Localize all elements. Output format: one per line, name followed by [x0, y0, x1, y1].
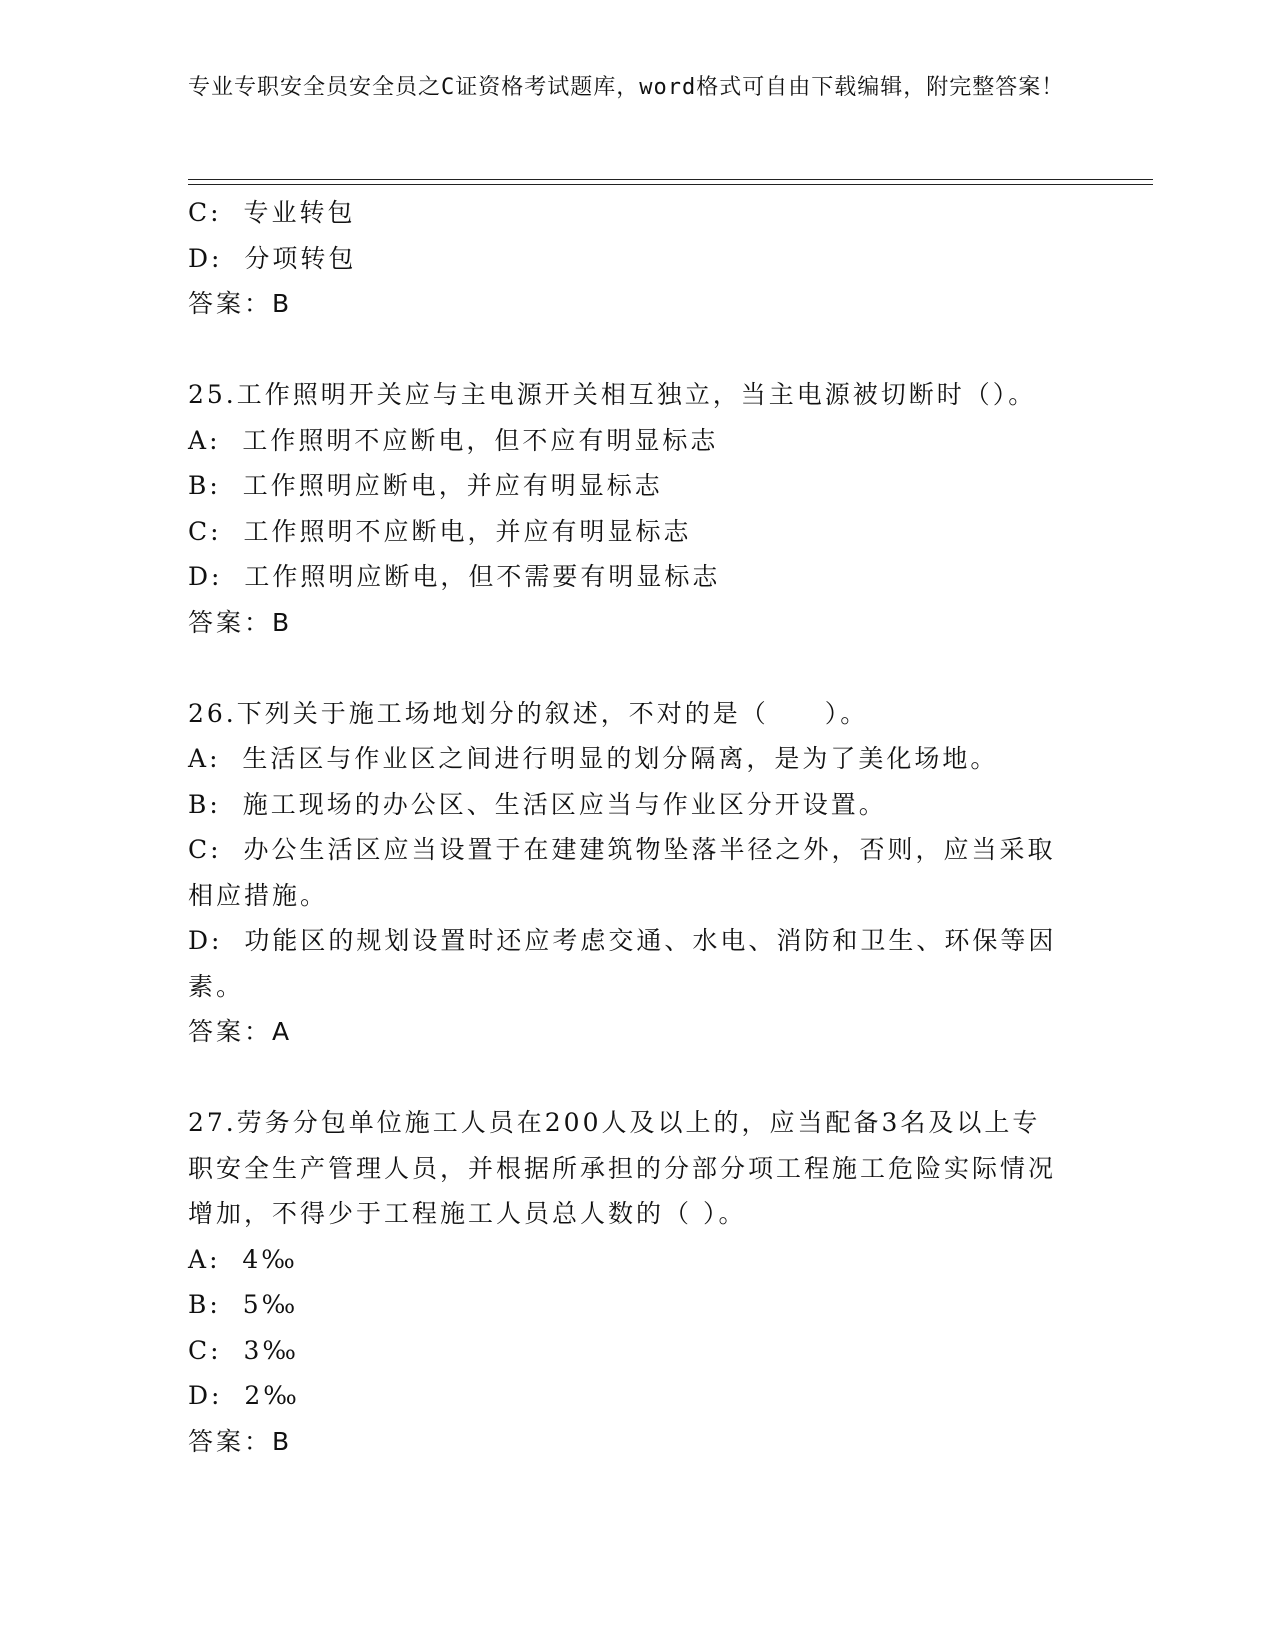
header-divider-top — [188, 179, 1153, 180]
option-label: A — [188, 1244, 210, 1274]
option-text: 分项转包 — [244, 243, 357, 273]
question-text: 工作照明开关应与主电源开关相互独立，当主电源被切断时（）。 — [236, 380, 1037, 409]
option-text: 4‰ — [242, 1244, 298, 1274]
question-text: 下列关于施工场地划分的叙述，不对的是（ ）。 — [236, 698, 869, 728]
option-text: 2‰ — [244, 1381, 300, 1410]
option-label: C — [188, 835, 211, 864]
option-label: C — [188, 516, 211, 546]
option-label: C — [188, 198, 211, 227]
answer-line: 答案：B — [188, 289, 293, 318]
option-text: 施工现场的办公区、生活区应当与作业区分开设置。 — [242, 789, 887, 819]
option-label: D — [188, 1381, 212, 1410]
option-label: D — [188, 926, 212, 955]
option-line: B: 工作照明应断电，并应有明显标志 — [188, 471, 663, 500]
question-number: 25. — [188, 380, 237, 409]
answer-line: 答案：A — [188, 1017, 293, 1046]
question-content — [188, 190, 1068, 1464]
option-label: B — [188, 471, 210, 500]
question-text: 劳务分包单位施工人员在200人及以上的，应当配备3名及以上专职安全生产管理人员，并根据所承担的分部分项工程施工危险实际情况增加，不得少于工程施工人员总人数的（ ）。 — [188, 1108, 1057, 1228]
answer-line: 答案：B — [188, 1426, 293, 1456]
document-header: 专业专职安全员安全员之C证资格考试题库，word格式可自由下载编辑，附完整答案！ — [188, 75, 1065, 100]
option-line: D: 工作照明应断电，但不需要有明显标志 — [188, 562, 721, 591]
header-divider-bottom — [188, 184, 1153, 185]
option-label: A — [188, 744, 210, 773]
question-stem — [188, 1100, 1068, 1237]
option-text: 专业转包 — [243, 198, 356, 227]
option-label: A — [188, 425, 210, 455]
option-label: B — [188, 1290, 210, 1319]
option-line: B: 5‰ — [188, 1290, 299, 1319]
option-line: D: 2‰ — [188, 1381, 300, 1410]
option-text: 3‰ — [243, 1335, 299, 1365]
option-text: 功能区的规划设置时还应考虑交通、水电、消防和卫生、环保等因素。 — [188, 926, 1057, 1001]
option-text: 5‰ — [242, 1290, 299, 1319]
option-label: B — [188, 789, 210, 819]
option-line: C: 办公生活区应当设置于在建建筑物坠落半径之外，否则，应当采取相应措施。 — [188, 835, 1056, 910]
question-stem — [188, 372, 1068, 418]
option-line: D: 功能区的规划设置时还应考虑交通、水电、消防和卫生、环保等因素。 — [188, 926, 1057, 1001]
option-text: 办公生活区应当设置于在建建筑物坠落半径之外，否则，应当采取相应措施。 — [188, 835, 1056, 910]
option-text: 工作照明应断电，并应有明显标志 — [242, 471, 663, 500]
option-line: A: 工作照明不应断电，但不应有明显标志 — [188, 425, 719, 455]
option-text: 生活区与作业区之间进行明显的划分隔离，是为了美化场地。 — [242, 744, 999, 773]
option-line: B: 施工现场的办公区、生活区应当与作业区分开设置。 — [188, 789, 887, 819]
question-number: 26. — [188, 698, 237, 728]
option-label: D — [188, 562, 212, 591]
option-label: C — [188, 1335, 211, 1365]
question-stem — [188, 691, 1068, 737]
option-line: C: 专业转包 — [188, 198, 356, 227]
option-line: C: 工作照明不应断电，并应有明显标志 — [188, 516, 692, 546]
option-text: 工作照明应断电，但不需要有明显标志 — [244, 562, 721, 591]
option-text: 工作照明不应断电，但不应有明显标志 — [242, 425, 719, 455]
question-number: 27. — [188, 1108, 237, 1137]
option-label: D — [188, 243, 212, 273]
option-line: D: 分项转包 — [188, 243, 357, 273]
option-text: 工作照明不应断电，并应有明显标志 — [243, 516, 692, 546]
option-line: C: 3‰ — [188, 1335, 299, 1365]
option-line: A: 生活区与作业区之间进行明显的划分隔离，是为了美化场地。 — [188, 744, 999, 773]
option-line: A: 4‰ — [188, 1244, 298, 1274]
answer-line: 答案：B — [188, 607, 293, 637]
